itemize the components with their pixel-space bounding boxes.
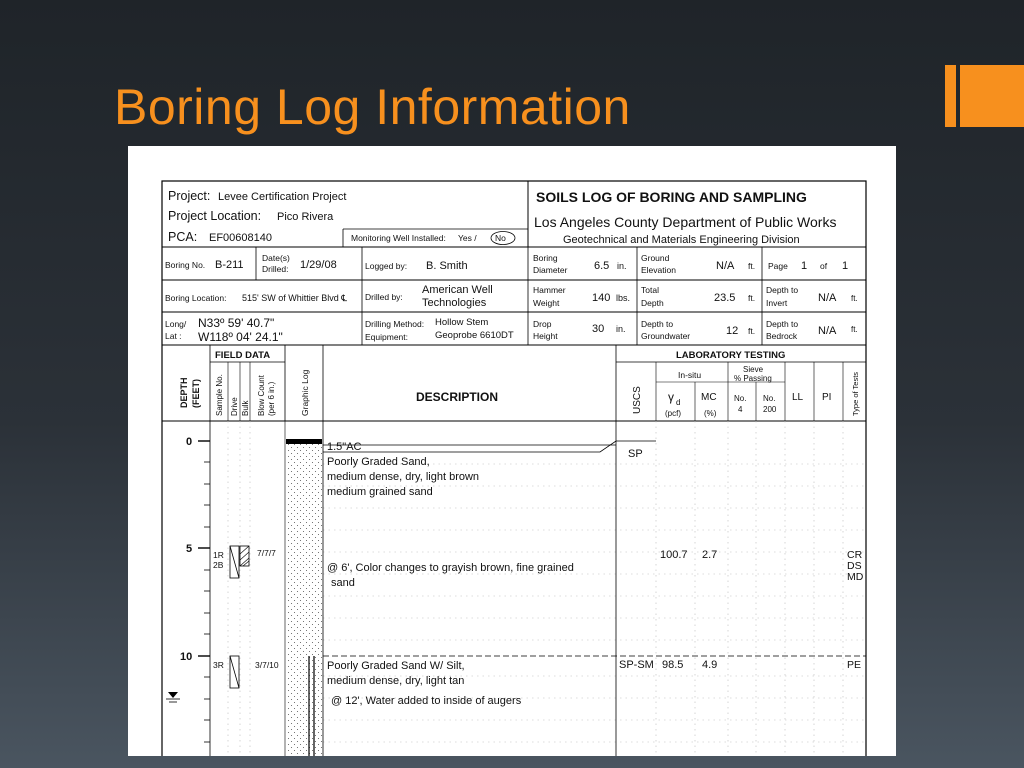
sample-1r: 1R — [213, 550, 224, 560]
total-depth-label-2: Depth — [641, 298, 664, 308]
drilling-method-label: Drilling Method: — [365, 319, 425, 329]
asphalt-layer-graphic — [286, 439, 322, 444]
drilling-method-value: Hollow Stem — [435, 317, 489, 328]
layer1-line3: medium grained sand — [327, 486, 433, 498]
hammer-label-1: Hammer — [533, 285, 566, 295]
long-label: Long/ — [165, 319, 187, 329]
mc-unit: (%) — [704, 409, 717, 418]
note-12ft: @ 12', Water added to inside of augers — [331, 695, 522, 707]
uscs-header: USCS — [632, 386, 643, 414]
test-cr: CR — [847, 549, 863, 561]
blow-count-header-1: Blow Count — [257, 375, 266, 416]
blow-count-1: 7/7/7 — [257, 548, 276, 558]
boring-location-value: 515' SW of Whittier Blvd ℄ — [242, 293, 348, 303]
invert-label-1: Depth to — [766, 285, 799, 295]
mc-value-1: 2.7 — [702, 549, 718, 561]
graphic-log-header: Graphic Log — [300, 369, 310, 416]
no4-header-2: 4 — [738, 405, 743, 414]
monitoring-label: Monitoring Well Installed: — [351, 233, 446, 243]
mc-header: MC — [701, 392, 717, 403]
equipment-label: Equipment: — [365, 332, 408, 342]
page-total: 1 — [842, 260, 849, 272]
depth-scale — [198, 441, 210, 742]
gamma-header: γ — [668, 390, 674, 404]
note-6ft-line1: @ 6', Color changes to grayish brown, fine grained — [327, 562, 574, 574]
logged-label: Logged by: — [365, 261, 408, 271]
gamma-value-2: 98.5 — [662, 659, 684, 671]
boring-no-label: Boring No. — [165, 260, 206, 270]
pi-header: PI — [822, 392, 832, 403]
hammer-label-2: Weight — [533, 298, 560, 308]
lat-value: W118º 04' 24.1" — [198, 330, 283, 344]
groundwater-label-1: Depth to — [641, 319, 674, 329]
ac-layer: 1.5"AC — [327, 441, 362, 453]
accent-block — [960, 65, 1024, 127]
drop-value: 30 — [592, 323, 605, 335]
gamma-unit: (pcf) — [665, 409, 681, 418]
sieve-header-1: Sieve — [743, 365, 764, 374]
ll-header: LL — [792, 392, 804, 403]
diameter-label-2: Diameter — [533, 265, 568, 275]
slide-title: Boring Log Information — [114, 79, 631, 135]
depth-tick-10: 10 — [180, 651, 193, 663]
gamma-value-1: 100.7 — [660, 549, 688, 561]
uscs-sp-sm: SP-SM — [619, 659, 654, 671]
bulk-header: Bulk — [241, 400, 250, 416]
note-6ft-line2: sand — [331, 577, 355, 589]
long-value: N33º 59' 40.7" — [198, 316, 275, 330]
sand-layer-graphic — [286, 444, 322, 756]
ground-label-1: Ground — [641, 253, 670, 263]
test-pe: PE — [847, 659, 862, 671]
pca-value: EF00608140 — [209, 232, 272, 244]
invert-label-2: Invert — [766, 298, 788, 308]
depth-header-1: DEPTH — [179, 377, 189, 408]
invert-value: N/A — [818, 292, 837, 304]
drilled-by-value-1: American Well — [422, 284, 493, 296]
bedrock-value: N/A — [818, 325, 837, 337]
sample-no-header: Sample No. — [215, 374, 224, 416]
header-title: SOILS LOG OF BORING AND SAMPLING — [536, 189, 807, 205]
bedrock-label-2: Bedrock — [766, 331, 798, 341]
diameter-value: 6.5 — [594, 260, 610, 272]
location-label: Project Location: — [168, 209, 262, 223]
boring-log-document — [128, 146, 896, 756]
date-label-2: Drilled: — [262, 264, 289, 274]
diameter-label-1: Boring — [533, 253, 558, 263]
groundwater-unit: ft. — [748, 326, 756, 336]
sand-boundary — [323, 441, 656, 452]
drilled-by-label: Drilled by: — [365, 292, 403, 302]
date-label-1: Date(s) — [262, 253, 290, 263]
ground-value: N/A — [716, 260, 735, 272]
water-table-symbol — [166, 692, 180, 702]
body-dotted-grid — [228, 421, 866, 756]
type-of-tests-header: Type of Tests — [851, 371, 860, 416]
page-label: Page — [768, 261, 788, 271]
accent-bar — [945, 65, 956, 127]
drop-unit: in. — [616, 324, 626, 334]
pca-label: PCA: — [168, 230, 198, 244]
header-org: Los Angeles County Department of Public Works — [534, 214, 837, 230]
uscs-sp: SP — [628, 448, 643, 460]
boring-no-value: B-211 — [215, 259, 244, 271]
bedrock-label-1: Depth to — [766, 319, 799, 329]
test-ds: DS — [847, 560, 862, 572]
lat-label: Lat : — [165, 331, 182, 341]
total-depth-value: 23.5 — [714, 292, 736, 304]
hammer-value: 140 — [592, 292, 611, 304]
total-depth-label-1: Total — [641, 285, 659, 295]
bedrock-unit: ft. — [851, 325, 858, 334]
sample-3r: 3R — [213, 660, 224, 670]
field-data-header: FIELD DATA — [215, 350, 271, 361]
invert-unit: ft. — [851, 294, 858, 303]
layer1-line2: medium dense, dry, light brown — [327, 471, 480, 483]
no200-header-1: No. — [763, 394, 776, 403]
page-of: of — [820, 261, 828, 271]
depth-tick-0: 0 — [186, 436, 193, 448]
gamma-subscript: d — [676, 398, 681, 407]
in-situ-header: In-situ — [678, 370, 702, 380]
equipment-value: Geoprobe 6610DT — [435, 330, 514, 341]
monitoring-no: No — [495, 233, 506, 243]
no4-header-1: No. — [734, 394, 747, 403]
description-header: DESCRIPTION — [416, 390, 499, 404]
layer1-line1: Poorly Graded Sand, — [327, 456, 430, 468]
project-value: Levee Certification Project — [218, 191, 347, 203]
no200-header-2: 200 — [763, 405, 777, 414]
drilled-by-value-2: Technologies — [422, 297, 487, 309]
groundwater-value: 12 — [726, 325, 739, 337]
location-value: Pico Rivera — [277, 211, 334, 223]
depth-tick-5: 5 — [186, 543, 193, 555]
layer2-line1: Poorly Graded Sand W/ Silt, — [327, 660, 465, 672]
layer2-line2: medium dense, dry, light tan — [327, 675, 465, 687]
boring-location-label: Boring Location: — [165, 293, 227, 303]
drop-label-1: Drop — [533, 319, 552, 329]
lab-testing-header: LABORATORY TESTING — [676, 350, 786, 361]
sample-2b: 2B — [213, 560, 224, 570]
depth-header-2: (FEET) — [191, 379, 201, 408]
project-label: Project: — [168, 189, 211, 203]
ground-unit: ft. — [748, 261, 756, 271]
boring-log-sheet — [128, 146, 896, 756]
blow-count-header-2: (per 6 in.) — [267, 381, 276, 416]
page-value: 1 — [801, 260, 808, 272]
blow-count-2: 3/7/10 — [255, 660, 279, 670]
header-division: Geotechnical and Materials Engineering Division — [563, 234, 800, 246]
diameter-unit: in. — [617, 261, 627, 271]
logged-value: B. Smith — [426, 260, 468, 272]
date-value: 1/29/08 — [300, 259, 337, 271]
total-depth-unit: ft. — [748, 293, 756, 303]
hammer-unit: lbs. — [616, 293, 631, 303]
monitoring-value: Yes / — [458, 233, 477, 243]
mc-value-2: 4.9 — [702, 659, 718, 671]
drive-header: Drive — [230, 397, 239, 416]
test-md: MD — [847, 571, 864, 583]
drop-label-2: Height — [533, 331, 558, 341]
ground-label-2: Elevation — [641, 265, 676, 275]
groundwater-label-2: Groundwater — [641, 331, 691, 341]
sieve-header-2: % Passing — [734, 374, 772, 383]
